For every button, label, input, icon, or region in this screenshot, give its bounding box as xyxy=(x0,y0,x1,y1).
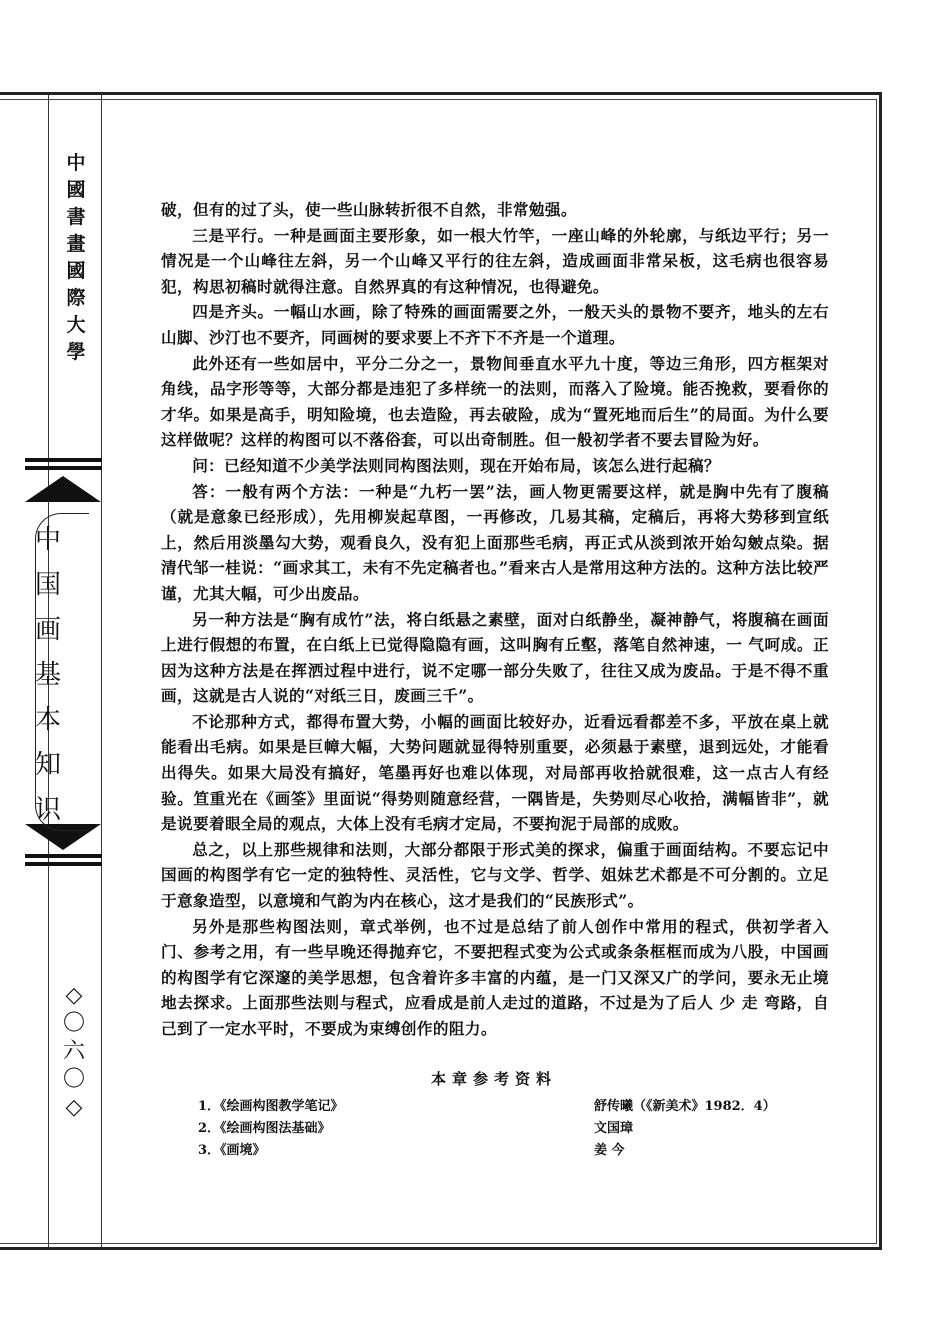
reference-item xyxy=(198,1118,818,1140)
ornament-bar xyxy=(25,862,102,866)
references-title: 本章参考资料 xyxy=(430,1070,557,1088)
paragraph: 四是齐头。一幅山水画，除了特殊的画面需要之外，一般天头的景物不要齐，地头的左右山脚、沙汀也不要齐，同画树的要求要上不齐下不齐是一个道理。 xyxy=(161,302,829,347)
paragraph: 总之，以上那些规律和法则，大部分都限于形式美的探求，偏重于画面结构。不要忘记中国画的构图学有它一定的独特性、灵活性，它与文学、哲学、姐妹艺术都是不可分割的。立足于意象造型，以意境和气韵为内在核心，这才是我们的“民族形式”。 xyxy=(161,839,829,911)
book-title xyxy=(28,518,68,833)
book-title-char: 国 xyxy=(34,570,61,600)
book-title-char: 识 xyxy=(34,795,61,825)
book-title-char: 本 xyxy=(34,705,61,735)
page-number-char: ◇ xyxy=(65,983,83,1008)
reference-author: 姜 今 xyxy=(594,1143,625,1158)
reference-author: 舒传曦（《新美术》1982．4） xyxy=(594,1099,776,1114)
book-title-char: 中 xyxy=(34,525,61,555)
reference-title: 1．《绘画构图教学笔记》 xyxy=(198,1099,344,1114)
university-char: 畫 xyxy=(66,233,86,255)
reference-title: 3．《画境》 xyxy=(198,1143,266,1158)
paragraph: 另一种方法是“胸有成竹”法，将白纸悬之素壁，面对白纸静坐，凝神静气，将腹稿在画面上进行假想的布置，在白纸上已觉得隐隐有画，这叫胸有丘壑，落笔自然神速，一 气呵成。正因为这种方法是在挥洒过程中进行，说不定哪一部分失败了，往往又成为废品。于是不得不重画，这就是古人说的“对纸三日，废画三千”。 xyxy=(161,609,829,706)
university-char: 際 xyxy=(66,287,86,309)
book-title-char: 知 xyxy=(34,750,61,780)
university-char: 中 xyxy=(66,152,86,174)
university-char: 書 xyxy=(66,206,86,228)
book-title-char: 基 xyxy=(34,660,61,690)
ornament-bar xyxy=(25,854,102,858)
university-char: 大 xyxy=(66,314,86,336)
page-number-char: 六 xyxy=(62,1039,85,1064)
references-list xyxy=(198,1096,818,1162)
paragraph: 问：已经知道不少美学法则同构图法则，现在开始布局，该怎么进行起稿？ xyxy=(192,455,720,475)
university-char: 學 xyxy=(66,341,86,363)
reference-item xyxy=(198,1140,818,1162)
reference-author: 文国璋 xyxy=(594,1121,634,1136)
page-number-char: 〇 xyxy=(62,1067,85,1092)
paragraph: 另外是那些构图法则，章式举例，也不过是总结了前人创作中常用的程式，供初学者入门、参考之用，有一些早晚还得抛弃它，不要把程式变为公式或条条框框而成为八股，中国画的构图学有它深邃的美学思想，包含着许多丰富的内蕴，是一门又深又广的学问，要永无止境地去探求。上面那些法则与程式，应看成是前人走过的道路，不过是为了后人 少 走 弯路，自己到了一定水平时，不要成为束缚创作的阻力。 xyxy=(161,916,829,1038)
book-title-char: 画 xyxy=(34,615,61,645)
paragraph: 不论那种方式，都得布置大势，小幅的画面比较好办，近看远看都差不多，平放在桌上就能看出毛病。如果是巨幛大幅，大势问题就显得特别重要，必须悬于素壁，退到远处，才能看出得失。如果大局没有搞好，笔墨再好也难以体现，对局部再收拾就很难，这一点古人有经验。笪重光在《画筌》里面说“得势则随意经营，一隅皆是，失势则尽心收拾，满幅皆非”，就是说要着眼全局的观点，大体上没有毛病才定局，不要拘泥于局部的成败。 xyxy=(161,711,829,834)
paragraph: 此外还有一些如居中，平分二分之一，景物间垂直水平九十度，等边三角形，四方框架对角线，品字形等等，大部分都是违犯了多样统一的法则，而落入了险境。能否挽救，要看你的才华。如果是高手，明知险境，也去造险，再去破险，成为“置死地而后生”的局面。为什么要这样做呢？这样的构图可以不落俗套，可以出奇制胜。但一般初学者不要去冒险为好。 xyxy=(161,353,829,450)
paragraph: 三是平行。一种是画面主要形象，如一根大竹竿，一座山峰的外轮廓，与纸边平行；另一情况是一个山峰往左斜，另一个山峰又平行的往左斜，造成画面非常呆板，这毛病也很容易犯，构思初稿时就得注意。自然界真的有这种情况，也得避免。 xyxy=(161,225,829,296)
paragraph: 答：一般有两个方法：一种是“九朽一罢”法，画人物更需要这样，就是胸中先有了腹稿（就是意象已经形成），先用柳炭起草图，一再修改，几易其稿，定稿后，再将大势移到宣纸上，然后用淡墨勾大势，观看良久，没有犯上面那些毛病，再正式从淡到浓开始勾皴点染。据清代邹一桂说：“画求其工，未有不先定稿者也。”看来古人是常用这种方法的。这种方法比较严谨，尤其大幅，可少出废品。 xyxy=(161,481,829,603)
page-number xyxy=(60,982,88,1122)
page-number-char: ◇ xyxy=(65,1095,83,1120)
paragraph: 破，但有的过了头，使一些山脉转折很不自然，非常勉强。 xyxy=(161,200,577,219)
university-char: 國 xyxy=(66,260,86,282)
university-name xyxy=(63,150,89,366)
reference-title: 2．《绘画构图法基础》 xyxy=(198,1121,331,1136)
reference-item xyxy=(198,1096,818,1118)
page-number-char: 〇 xyxy=(62,1011,85,1036)
body-text xyxy=(161,197,829,1042)
university-char: 國 xyxy=(66,179,86,201)
